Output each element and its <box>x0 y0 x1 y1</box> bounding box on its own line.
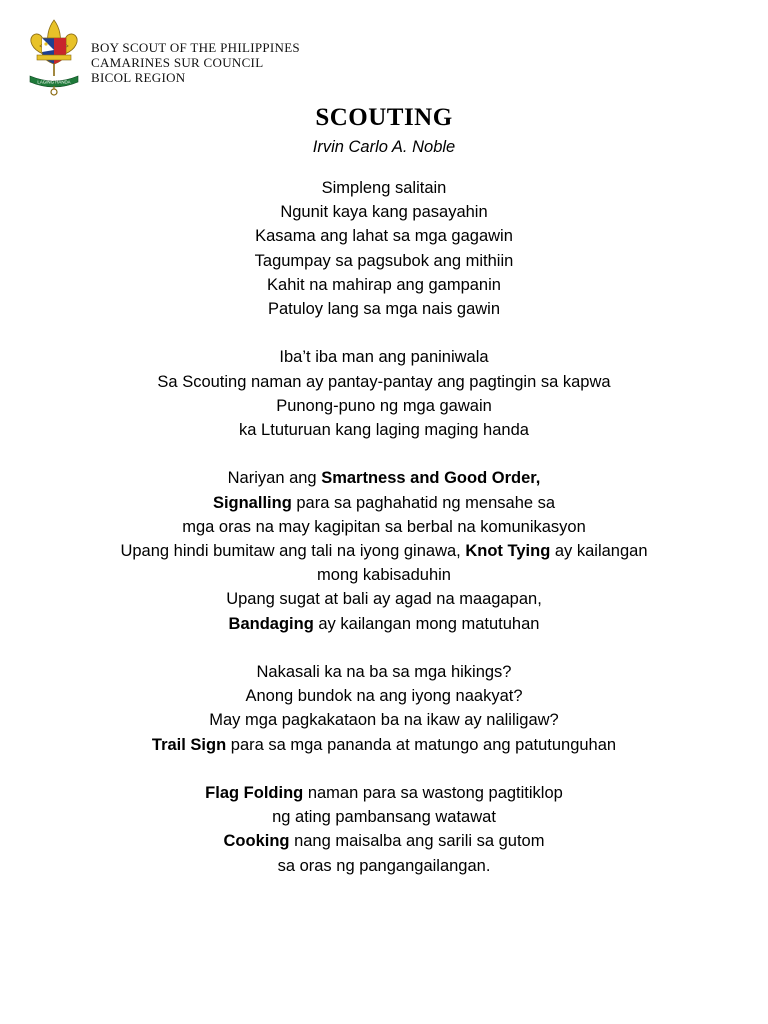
poem-line <box>60 708 708 732</box>
poem-line <box>60 273 708 297</box>
poem-line <box>60 733 708 757</box>
bold-term: Trail Sign <box>151 735 227 754</box>
line-text: Upang sugat at bali ay agad na maagapan, <box>226 590 542 609</box>
poem-line <box>60 370 708 394</box>
poem-line <box>60 805 708 829</box>
bold-term: Smartness and Good Order, <box>321 469 541 488</box>
line-text: Nariyan ang <box>227 469 322 488</box>
poem-line <box>60 612 708 636</box>
org-line: CAMARINES SUR COUNCIL <box>91 55 264 70</box>
line-text: Ngunit kaya kang pasayahin <box>280 203 488 222</box>
bold-term: Flag Folding <box>205 784 304 803</box>
poem-line <box>60 491 708 515</box>
poem-stanza <box>60 660 708 757</box>
poem-line <box>60 660 708 684</box>
poem-line <box>60 854 708 878</box>
line-text: Kasama ang lahat sa mga gagawin <box>255 227 513 246</box>
line-text: mong kabisaduhin <box>317 566 451 585</box>
emblem-scroll-text: LAGING HANDA <box>37 79 71 85</box>
poem-line <box>60 297 708 321</box>
line-text: Punong-puno ng mga gawain <box>276 396 492 415</box>
line-text: Kahit na mahirap ang gampanin <box>267 275 501 294</box>
line-text: Nakasali ka na ba sa mga hikings? <box>256 663 512 682</box>
line-text: Anong bundok na ang iyong naakyat? <box>245 687 523 706</box>
line-text: ay kailangan <box>550 542 648 561</box>
boy-scouts-philippines-emblem-icon <box>27 16 81 98</box>
poem-line <box>60 587 708 611</box>
line-text: para sa mga pananda at matungo ang patutunguhan <box>226 735 617 754</box>
line-text: para sa paghahatid ng mensahe sa <box>291 493 556 512</box>
poem-line <box>60 345 708 369</box>
poem-line <box>60 418 708 442</box>
poem-line <box>60 394 708 418</box>
poem-line <box>60 781 708 805</box>
poem-line <box>60 200 708 224</box>
line-text: Tagumpay sa pagsubok ang mithiin <box>254 251 514 270</box>
line-text: nang maisalba ang sarili sa gutom <box>289 832 545 851</box>
poem-stanza <box>60 781 708 878</box>
line-text: ka Ltuturuan kang laging maging handa <box>239 421 529 440</box>
poem-line <box>60 176 708 200</box>
poem-title: SCOUTING <box>315 104 453 131</box>
bold-term: Signalling <box>212 493 292 512</box>
poem-line <box>60 563 708 587</box>
bold-term: Bandaging <box>228 614 314 633</box>
poem-line <box>60 539 708 563</box>
poem-stanza <box>60 466 708 635</box>
poem-line <box>60 829 708 853</box>
line-text: ng ating pambansang watawat <box>272 808 496 827</box>
line-text: Simpleng salitain <box>321 179 447 197</box>
poem-stanza <box>60 345 708 442</box>
line-text: Upang hindi bumitaw ang tali na iyong ginawa, <box>120 542 466 561</box>
line-text: Iba’t iba man ang paniniwala <box>279 348 489 367</box>
org-line: BICOL REGION <box>91 70 186 85</box>
poem-author: Irvin Carlo A. Noble <box>312 138 456 156</box>
line-text: naman para sa wastong pagtitiklop <box>303 784 563 803</box>
line-text: May mga pagkakataon ba na ikaw ay naliligaw? <box>209 711 559 730</box>
line-text: Sa Scouting naman ay pantay-pantay ang pagtingin sa kapwa <box>157 372 611 391</box>
line-text: ay kailangan mong matutuhan <box>313 614 540 633</box>
organization-name <box>91 40 300 85</box>
poem-line <box>60 466 708 490</box>
line-text: mga oras na may kagipitan sa berbal na komunikasyon <box>182 517 586 536</box>
bold-term: Cooking <box>223 832 290 851</box>
line-text: Patuloy lang sa mga nais gawin <box>267 300 501 319</box>
letterhead <box>27 16 427 100</box>
poem-stanza <box>60 176 708 321</box>
poem-body <box>60 176 708 902</box>
poem-line <box>60 224 708 248</box>
poem-line <box>60 684 708 708</box>
line-text: sa oras ng pangangailangan. <box>277 856 491 875</box>
poem-line <box>60 249 708 273</box>
bold-term: Knot Tying <box>465 542 551 561</box>
poem-line <box>60 515 708 539</box>
org-line: BOY SCOUT OF THE PHILIPPINES <box>91 40 300 55</box>
